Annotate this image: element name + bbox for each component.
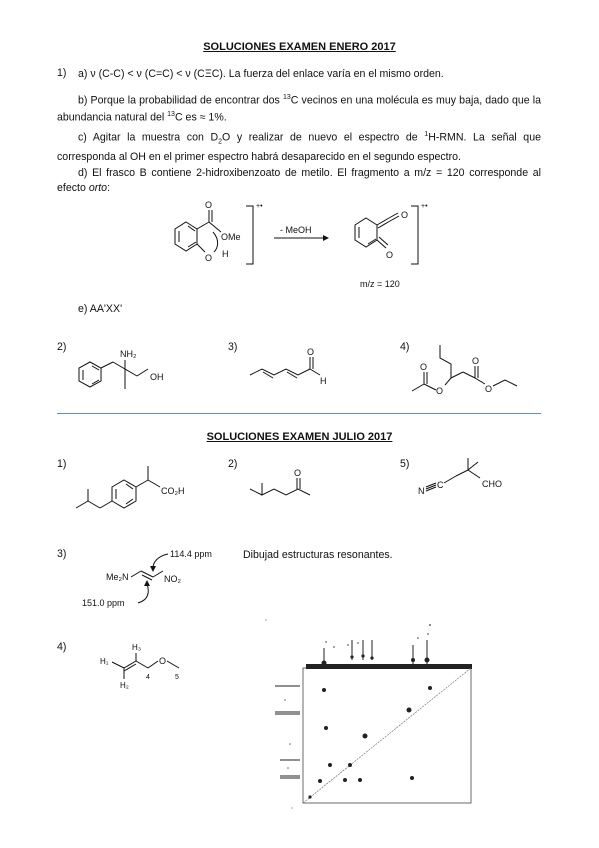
q4-o2: O: [420, 362, 428, 372]
jq2-o: O: [294, 468, 302, 478]
mz-label: m/z = 120: [360, 279, 400, 289]
q2-nh2: NH₂: [120, 349, 137, 359]
jq1-number: 1): [57, 458, 67, 470]
q3-number: 3): [228, 341, 238, 353]
jq3-note: Dibujad estructuras resonantes.: [243, 549, 393, 561]
q1c-text: c) Agitar la muestra con $D_2O$ y realizar de nuevo el espectro de $^1$H-RMN. La señal que corresponda al OH en el primer espectro habrá desaparecido en el segundo espectro.: [57, 131, 541, 164]
q2-number: 2): [57, 341, 67, 353]
q4-o1: O: [436, 386, 444, 396]
jq1-co2h: CO₂H: [161, 486, 185, 496]
jq3-ppm-top: 114.4 ppm: [170, 549, 212, 559]
jq4-h3: H₃: [132, 643, 142, 652]
q4-o4: O: [485, 384, 493, 394]
q2-oh: OH: [150, 372, 164, 382]
jq4-h2: H₂: [120, 681, 129, 690]
q4-number: 4): [400, 341, 410, 353]
carbonyl-o: O: [205, 200, 213, 210]
jq2-number: 2): [228, 458, 238, 470]
q1b-text: b) Porque la probabilidad de encontrar dos $^{13}$C vecinos en una molécula es muy baja, dado que la abundancia natural del $^{13}$C es ≈ 1%.: [57, 94, 541, 124]
jq4-c5: 5: [175, 674, 179, 681]
ome-label: OMe: [221, 232, 241, 242]
q1-number: 1): [57, 67, 67, 79]
q3-h: H: [320, 376, 327, 386]
jq5-cho: CHO: [482, 479, 502, 489]
jq3-no2: NO₂: [164, 574, 181, 584]
q1a-text: a) ν (C-C) < ν (C=C) < ν (CΞC). La fuerza del enlace varía en el mismo orden.: [78, 68, 444, 80]
q4-o3: O: [472, 356, 480, 366]
q1e-text: e) AA'XX': [78, 303, 123, 315]
jq3-number: 3): [57, 548, 67, 560]
arrow-label: - MeOH: [280, 225, 312, 235]
jq5-number: 5): [400, 458, 410, 470]
jq4-h1: H₁: [100, 657, 109, 666]
phenol-o: O: [205, 253, 213, 263]
jq3-ppm-bottom: 151.0 ppm: [82, 598, 125, 608]
title-enero: SOLUCIONES EXAMEN ENERO 2017: [203, 41, 396, 53]
q1d-text: d) El frasco B contiene 2-hidroxibenzoato de metilo. El fragmento a m/z = 120 corresponde al efecto orto:: [57, 167, 541, 194]
jq5-c: C: [437, 480, 444, 490]
phenol-h: H: [222, 249, 229, 259]
jq3-me2n: Me₂N: [106, 572, 129, 582]
jq4-c4: 4: [146, 674, 150, 681]
q3-o: O: [307, 347, 315, 357]
jq4-o: O: [159, 656, 167, 666]
charge-2: +•: [421, 203, 428, 210]
title-julio: SOLUCIONES EXAMEN JULIO 2017: [206, 431, 393, 443]
charge-1: +•: [256, 203, 263, 210]
jq4-number: 4): [57, 641, 67, 653]
jq5-n: N: [418, 486, 425, 496]
ketone-o: O: [386, 250, 394, 260]
ketene-o: O: [401, 210, 409, 220]
